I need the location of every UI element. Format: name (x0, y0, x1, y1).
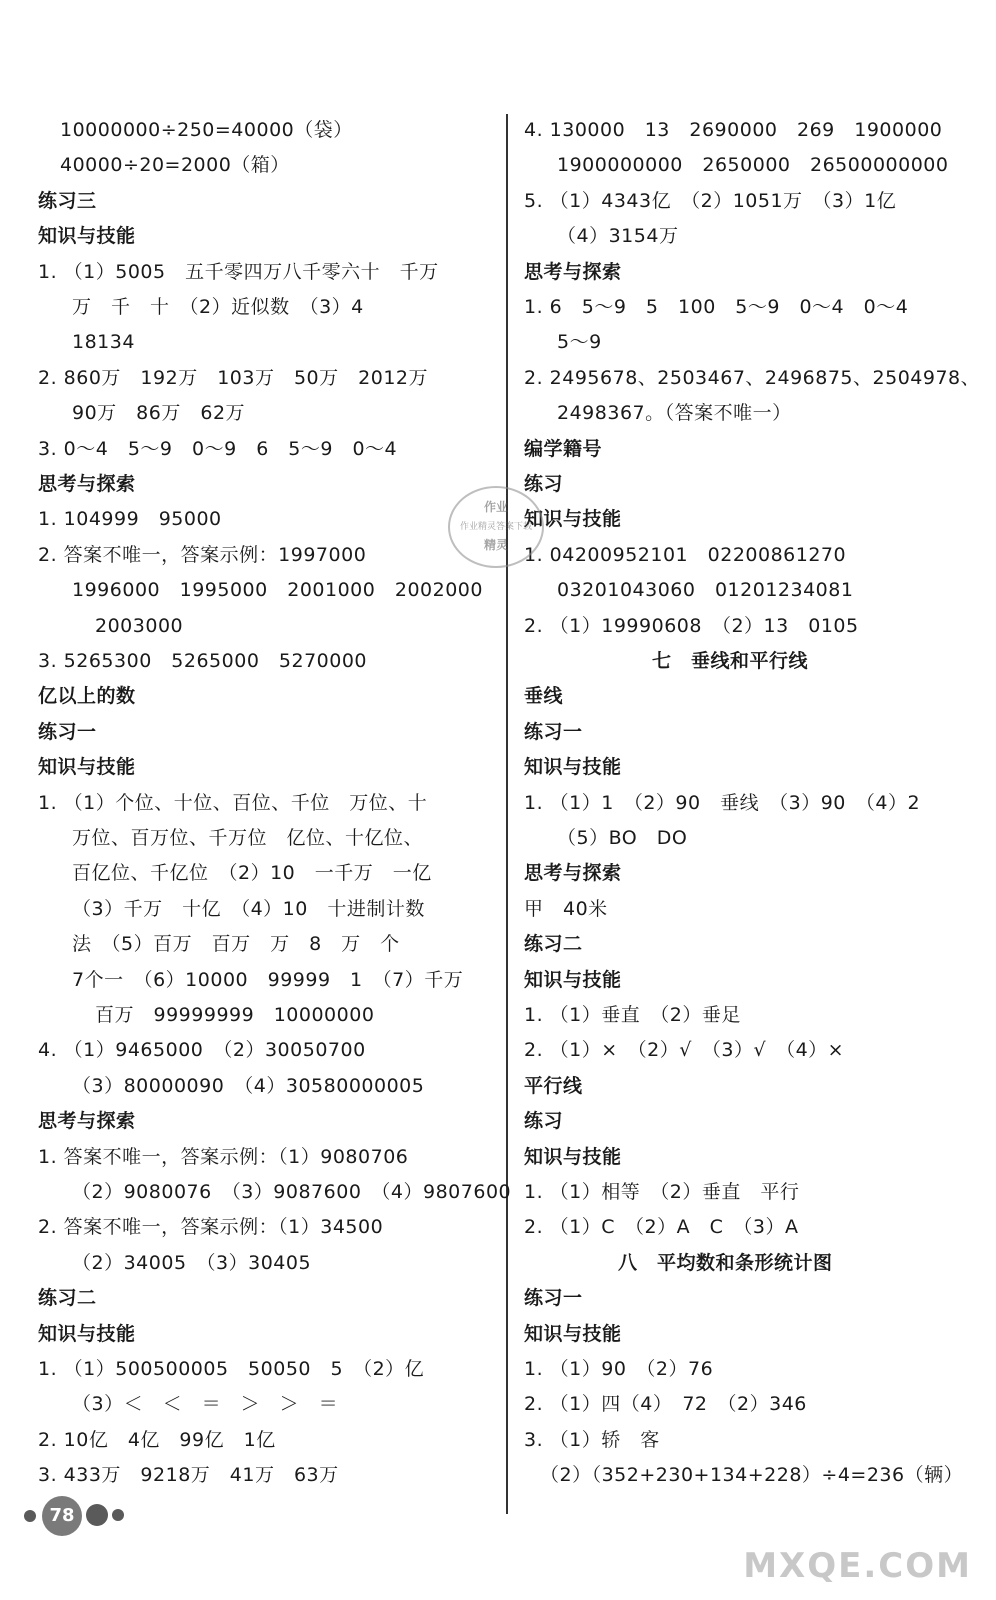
answer-line: 3. 0～4 5～9 0～9 6 5～9 0～4 (38, 437, 398, 460)
answer-line: 90万 86万 62万 (72, 402, 246, 425)
section-heading: 练习二 (38, 1287, 97, 1310)
section-heading: 七 垂线和平行线 (652, 650, 809, 672)
answer-line: 2. （1）19990608 （2）13 0105 (524, 614, 859, 637)
answer-line: 3. （1）轿 客 (524, 1428, 660, 1451)
section-heading: 思考与探索 (38, 473, 136, 495)
answer-line: 1. （1）500500005 50050 5 （2）亿 (38, 1358, 425, 1380)
section-heading: 知识与技能 (38, 756, 136, 779)
answer-line: 1. 答案不唯一，答案示例：（1）9080706 (38, 1145, 409, 1168)
section-heading: 知识与技能 (38, 1322, 136, 1345)
watermark-stamp (448, 486, 544, 568)
page-number: 78 (42, 1496, 82, 1536)
answer-line: 5. （1）4343亿 （2）1051万 （3）1亿 (524, 189, 897, 212)
answer-line: 1. （1）相等 （2）垂直 平行 (524, 1181, 800, 1203)
section-heading: 练习 (524, 1110, 564, 1133)
answer-line: 3. 433万 9218万 41万 63万 (38, 1464, 339, 1487)
answer-line: （3）80000090 （4）30580000005 (72, 1074, 425, 1097)
decorative-dot (24, 1510, 36, 1522)
answer-line: 万 千 十 （2）近似数 （3）4 (72, 296, 364, 318)
answer-line: 法 （5）百万 百万 万 8 万 个 (72, 933, 400, 956)
answer-line: 2. 2495678、2503467、2496875、2504978、 (524, 366, 981, 389)
answer-line: （2）34005 （3）30405 (72, 1251, 312, 1274)
stamp-bottom-text: 精灵 (483, 538, 508, 552)
answer-line: 2. （1）× （2）√ （3）√ （4）× (524, 1039, 845, 1062)
answer-line: 1. 104999 95000 (38, 508, 222, 531)
site-watermark: MXQE.COM (743, 1546, 972, 1586)
decorative-dot (86, 1504, 108, 1526)
answer-line: （2）（352+230+134+228）÷4=236（辆） (540, 1464, 964, 1487)
answer-line: 10000000÷250=40000（袋） (60, 119, 353, 141)
section-heading: 思考与探索 (524, 862, 622, 885)
answer-line: 1900000000 2650000 26500000000 (557, 154, 949, 177)
answer-line: 1. 6 5～9 5 100 5～9 0～4 0～4 (524, 296, 909, 318)
answer-line: 百万 99999999 10000000 (95, 1004, 375, 1026)
answer-line: 40000÷20=2000（箱） (60, 154, 290, 177)
answer-line: 1. （1）垂直 （2）垂足 (524, 1004, 741, 1026)
answer-line: 2003000 (95, 614, 184, 637)
answer-line: 4. （1）9465000 （2）30050700 (38, 1039, 366, 1062)
answer-line: 2. 答案不唯一，答案示例：1997000 (38, 543, 367, 566)
section-heading: 知识与技能 (38, 225, 136, 248)
answer-line: 2. 860万 192万 103万 50万 2012万 (38, 366, 428, 389)
section-heading: 练习一 (38, 720, 97, 743)
section-heading: 编学籍号 (524, 437, 603, 460)
answer-line: （2）9080076 （3）9087600 （4）9807600 (72, 1181, 512, 1203)
answer-line: 18134 (72, 331, 135, 354)
answer-line: 5～9 (557, 331, 602, 354)
answer-line: 2. （1）四（4） 72 （2）346 (524, 1393, 807, 1416)
section-heading: 练习三 (38, 189, 97, 212)
answer-line: 7个一 （6）10000 99999 1 （7）千万 (72, 968, 464, 991)
section-heading: 练习一 (524, 720, 583, 743)
decorative-dot (112, 1509, 124, 1521)
answer-line: （3）千万 十亿 （4）10 十进制计数 (72, 897, 425, 920)
section-heading: 练习二 (524, 933, 583, 956)
answer-line: （4）3154万 (557, 225, 679, 248)
section-heading: 知识与技能 (524, 968, 622, 991)
answer-line: 3. 5265300 5265000 5270000 (38, 650, 368, 672)
answer-line: 4. 130000 13 2690000 269 1900000 (524, 119, 943, 141)
section-heading: 练习一 (524, 1287, 583, 1310)
answer-line: 万位、百万位、千万位 亿位、十亿位、 (72, 827, 424, 849)
section-heading: 垂线 (524, 685, 564, 708)
answer-line: 1996000 1995000 2001000 2002000 (72, 579, 483, 602)
section-heading: 练习 (524, 473, 564, 495)
page-number-badge (24, 1496, 134, 1536)
answer-line: 百亿位、千亿位 （2）10 一千万 一亿 (72, 862, 432, 885)
section-heading: 亿以上的数 (38, 685, 136, 708)
section-heading: 思考与探索 (524, 260, 622, 283)
answer-line: 1. （1）个位、十位、百位、千位 万位、十 (38, 791, 428, 814)
answer-line: 2498367。（答案不唯一） (557, 402, 792, 425)
answer-line: （5）BO DO (557, 827, 688, 849)
section-heading: 知识与技能 (524, 1145, 622, 1168)
answer-line: 2. 10亿 4亿 99亿 1亿 (38, 1428, 276, 1451)
section-heading: 知识与技能 (524, 508, 622, 531)
section-heading: 平行线 (524, 1074, 583, 1097)
answer-line: 2. 答案不唯一，答案示例：（1）34500 (38, 1216, 384, 1239)
answer-line: （3）＜ ＜ ＝ ＞ ＞ ＝ (72, 1393, 339, 1416)
section-heading: 思考与探索 (38, 1110, 136, 1133)
section-heading: 知识与技能 (524, 1322, 622, 1345)
stamp-middle-text: 作业精灵答案下载 (459, 522, 532, 532)
answer-line: 1. 04200952101 02200861270 (524, 543, 847, 566)
column-divider (506, 114, 508, 1514)
answer-line: 1. （1）90 （2）76 (524, 1358, 714, 1380)
answer-line: 1. （1）1 （2）90 垂线 （3）90 （4）2 (524, 791, 921, 814)
answer-line: 03201043060 01201234081 (557, 579, 854, 602)
stamp-top-text: 作业 (483, 500, 508, 514)
answer-line: 甲 40米 (524, 897, 608, 920)
section-heading: 知识与技能 (524, 756, 622, 779)
answer-line: 2. （1）C （2）A C （3）A (524, 1216, 799, 1239)
section-heading: 八 平均数和条形统计图 (618, 1251, 833, 1274)
answer-line: 1. （1）5005 五千零四万八千零六十 千万 (38, 260, 439, 283)
